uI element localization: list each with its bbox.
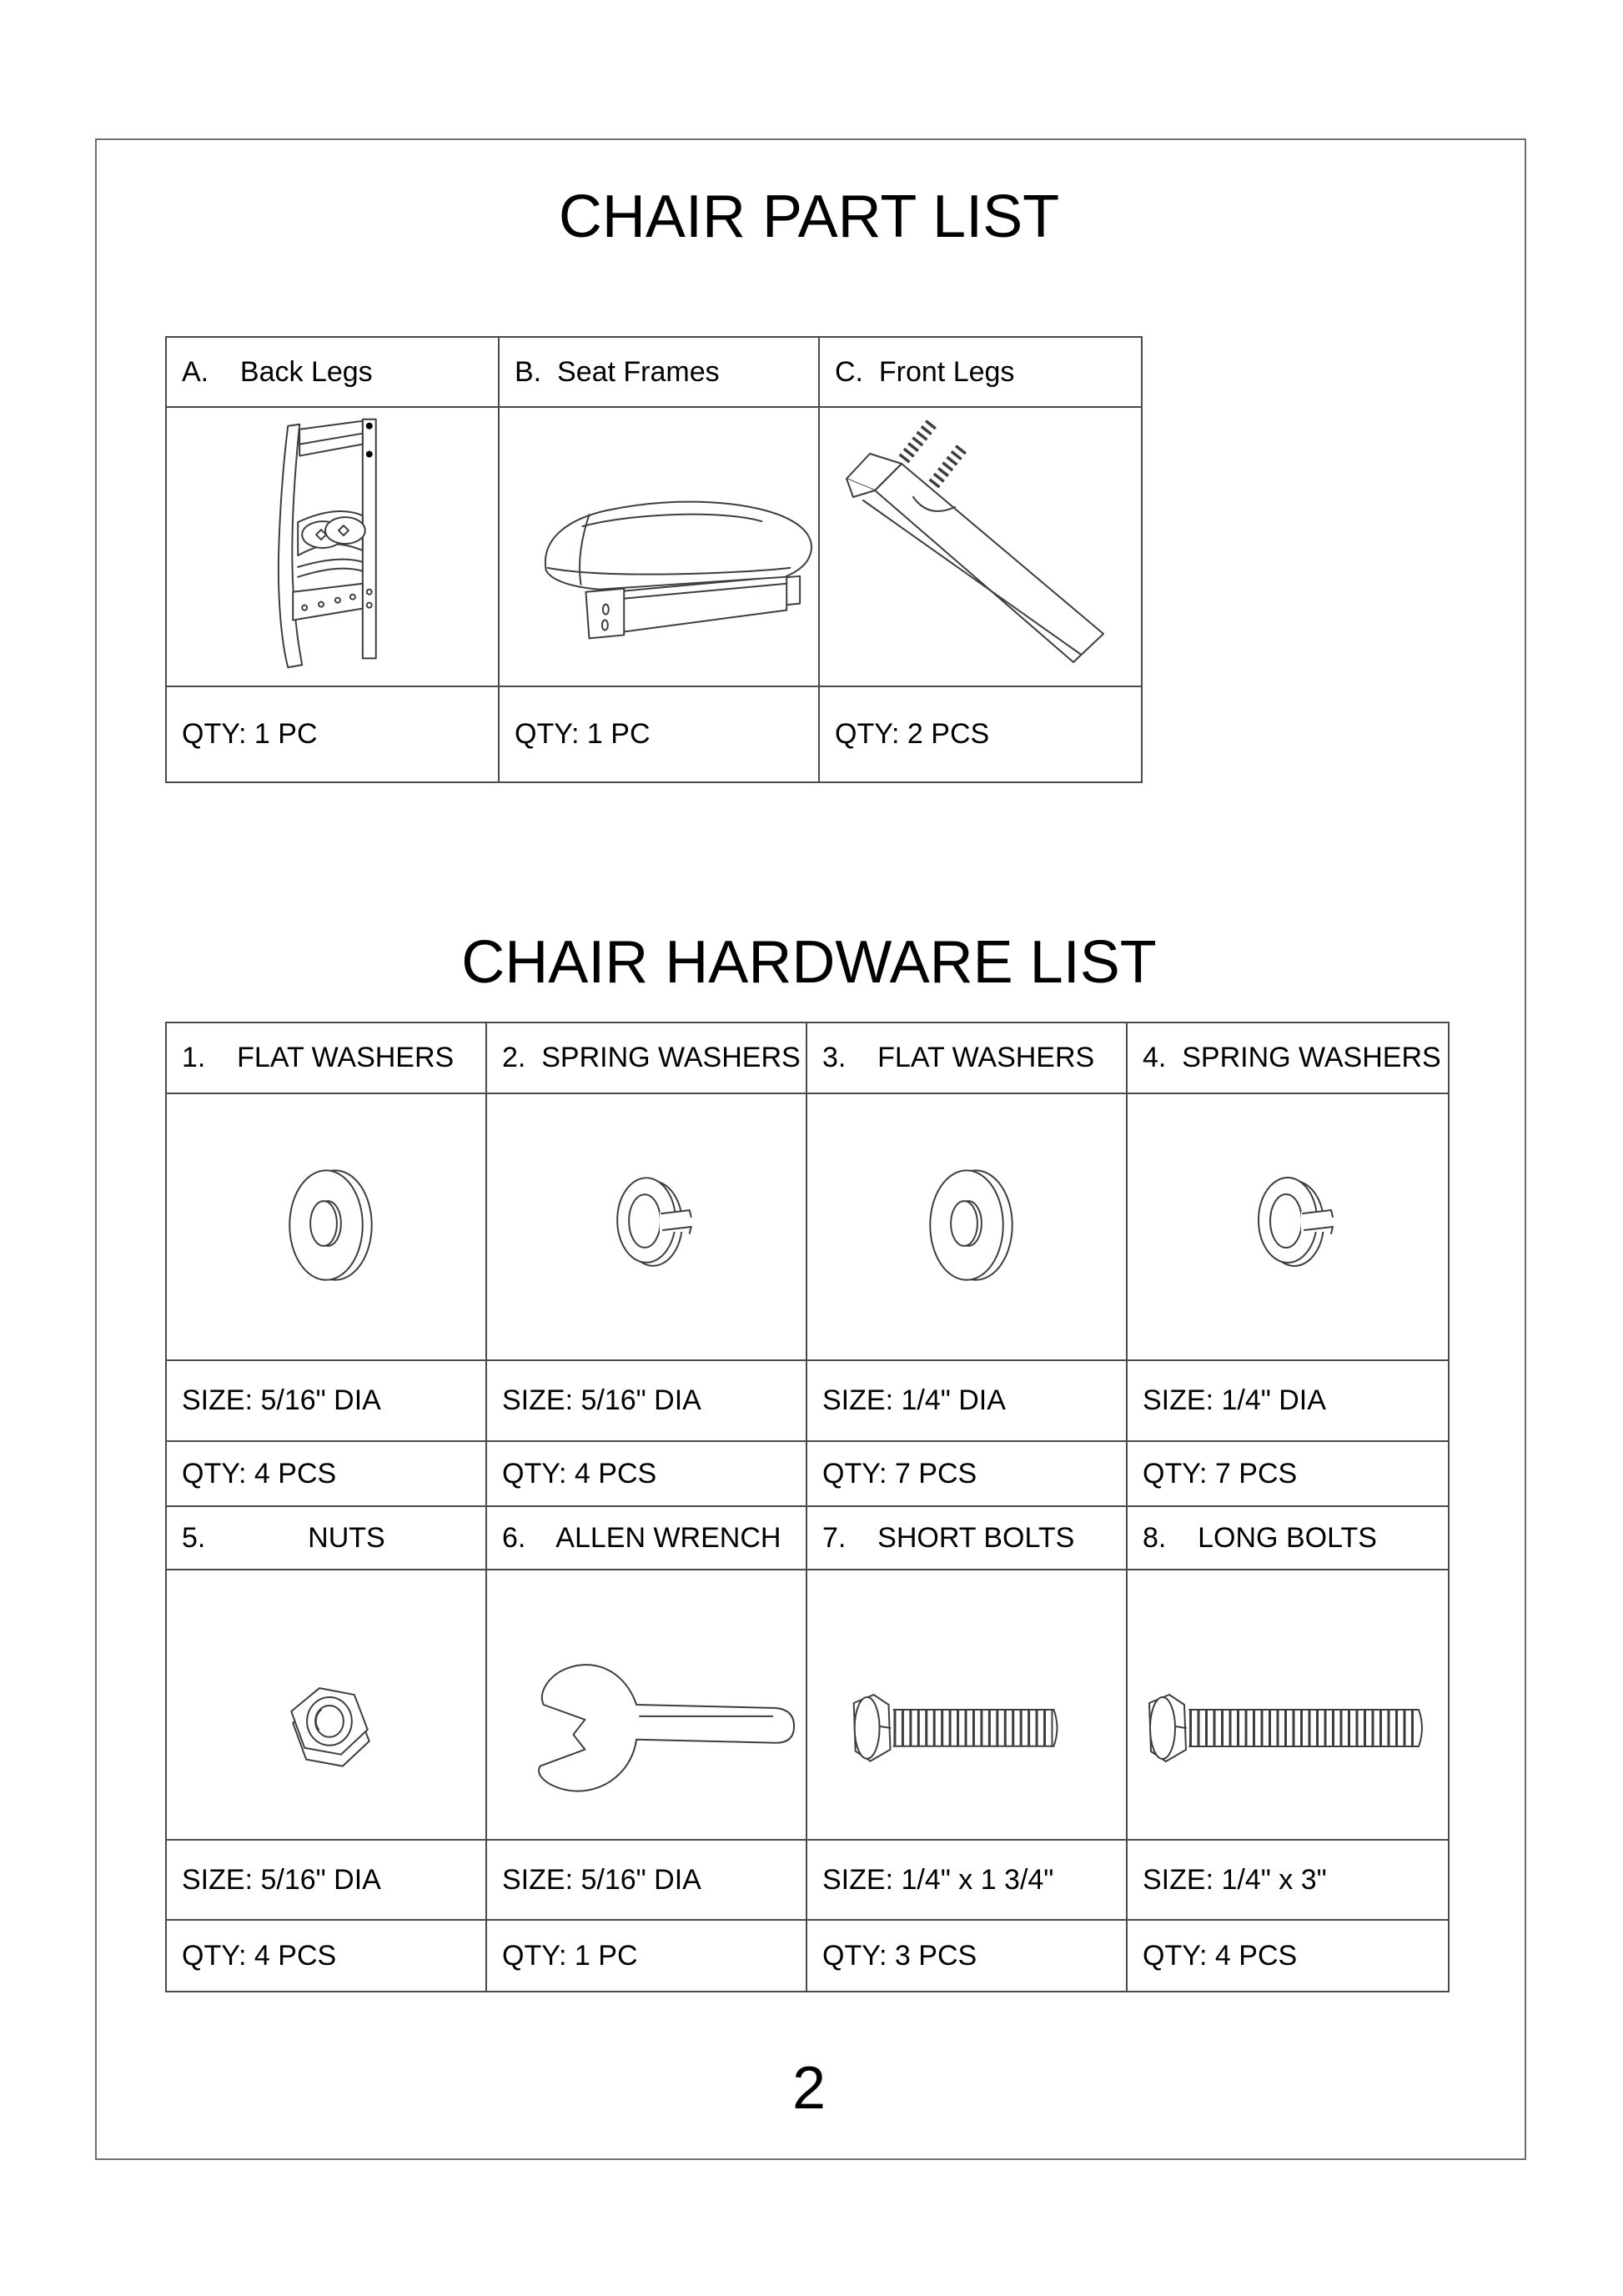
wrench-illustration — [487, 1570, 806, 1840]
hw-image-cell — [167, 1094, 487, 1361]
hw-header-allen-wrench-6: 6. ALLEN WRENCH — [487, 1507, 807, 1570]
seat-frame-illustration — [500, 408, 818, 686]
hw-size-4: SIZE: 1/4" DIA — [1128, 1361, 1448, 1442]
hw-qty-5: QTY: 4 PCS — [167, 1921, 487, 1991]
hw-header-flat-washers-1: 1. FLAT WASHERS — [167, 1023, 487, 1094]
back-legs-illustration — [167, 408, 498, 686]
hw-size-3: SIZE: 1/4" DIA — [807, 1361, 1128, 1442]
hw-size-8: SIZE: 1/4" x 3" — [1128, 1841, 1448, 1921]
flat-washer-illustration — [807, 1094, 1126, 1360]
part-qty-seat-frames: QTY: 1 PC — [500, 687, 820, 781]
hw-header-nuts-5: 5. NUTS — [167, 1507, 487, 1570]
hw-qty-8: QTY: 4 PCS — [1143, 1939, 1298, 1972]
spring-washer-illustration — [487, 1094, 806, 1360]
part-qty-front-legs: QTY: 2 PCS — [835, 718, 990, 750]
hardware-list-table — [165, 1022, 1450, 1992]
hw-image-cell — [1128, 1570, 1448, 1841]
hw-image-cell — [807, 1094, 1128, 1361]
hw-header-long-bolts-8: 8. LONG BOLTS — [1128, 1507, 1448, 1570]
hw-size-5: SIZE: 5/16" DIA — [167, 1841, 487, 1921]
part-qty-back-legs: QTY: 1 PC — [167, 687, 500, 781]
part-list-title: CHAIR PART LIST — [558, 183, 1060, 250]
spring-washer-illustration — [1128, 1094, 1448, 1360]
hw-qty-3: QTY: 7 PCS — [807, 1442, 1128, 1507]
hw-size-7: SIZE: 1/4" x 1 3/4" — [807, 1841, 1128, 1921]
hw-image-cell — [1128, 1094, 1448, 1361]
long-bolt-illustration — [1128, 1570, 1448, 1840]
hw-image-cell — [807, 1570, 1128, 1841]
hw-size-1: SIZE: 5/16" DIA — [167, 1361, 487, 1442]
part-header-back-legs: A. Back Legs — [167, 338, 500, 408]
front-leg-illustration — [820, 408, 1141, 686]
hw-image-cell — [167, 1570, 487, 1841]
hw-header-spring-washers-2: 2. SPRING WASHERS — [487, 1023, 807, 1094]
part-image-cell — [167, 408, 500, 687]
part-image-cell — [500, 408, 820, 687]
hw-header-flat-washers-3: 3. FLAT WASHERS — [807, 1023, 1128, 1094]
hardware-list-title: CHAIR HARDWARE LIST — [461, 929, 1157, 996]
hw-image-cell — [487, 1570, 807, 1841]
hw-qty-1: QTY: 4 PCS — [167, 1442, 487, 1507]
hw-size-2: SIZE: 5/16" DIA — [487, 1361, 807, 1442]
hw-header-spring-washers-4: 4. SPRING WASHERS — [1128, 1023, 1448, 1094]
part-header-front-legs: C. Front Legs — [820, 338, 1141, 408]
hw-qty-6: QTY: 1 PC — [487, 1921, 807, 1991]
hw-image-cell — [487, 1094, 807, 1361]
hw-qty-4: QTY: 7 PCS — [1128, 1442, 1448, 1507]
hw-size-6: SIZE: 5/16" DIA — [487, 1841, 807, 1921]
page-number: 2 — [791, 2055, 827, 2122]
part-header-seat-frames: B. Seat Frames — [500, 338, 820, 408]
short-bolt-illustration — [807, 1570, 1126, 1840]
hw-header-short-bolts-7: 7. SHORT BOLTS — [807, 1507, 1128, 1570]
part-list-table — [165, 336, 1143, 783]
flat-washer-illustration — [167, 1094, 485, 1360]
nut-illustration — [167, 1570, 485, 1840]
hw-qty-7: QTY: 3 PCS — [807, 1921, 1128, 1991]
hw-qty-2: QTY: 4 PCS — [487, 1442, 807, 1507]
part-image-cell — [820, 408, 1141, 687]
